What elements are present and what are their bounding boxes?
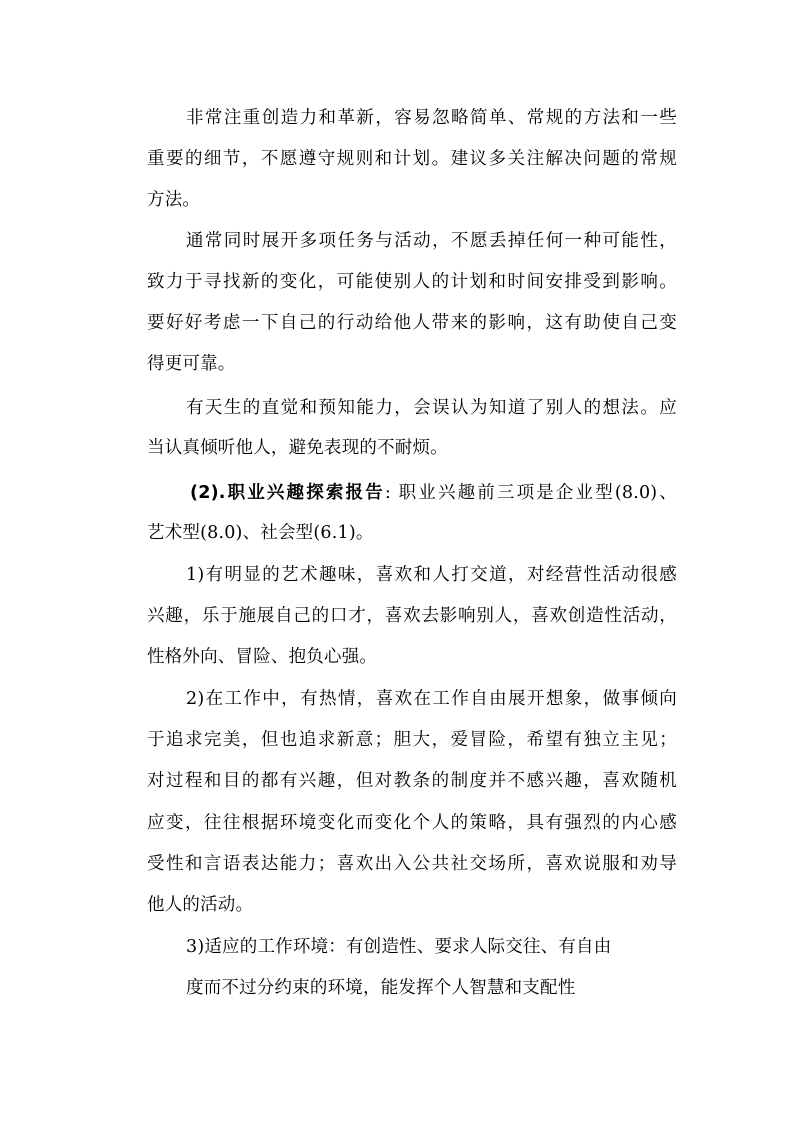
- paragraph-line: 致力于寻找新的变化，可能使别人的计划和时间安排受到影响。: [147, 272, 677, 292]
- section-heading-text: : 职业兴趣前三项是企业型(8.0)、: [384, 483, 677, 503]
- paragraph-line: 他人的活动。: [147, 895, 254, 915]
- paragraph-line: 对过程和目的都有兴趣，但对教条的制度并不感兴趣，喜欢随机: [147, 771, 677, 791]
- paragraph-line: 重要的细节，不愿遵守规则和计划。建议多关注解决问题的常规: [147, 149, 677, 169]
- paragraph-line: 方法。: [147, 190, 201, 210]
- paragraph-line: 艺术型(8.0)、社会型(6.1)。: [147, 523, 374, 543]
- paragraph-line: 1)有明显的艺术趣味，喜欢和人打交道，对经营性活动很感: [186, 565, 677, 585]
- paragraph-line: 通常同时展开多项任务与活动，不愿丢掉任何一种可能性，: [186, 231, 677, 251]
- paragraph-line: 度而不过分约束的环境，能发挥个人智慧和支配性: [186, 978, 576, 998]
- paragraph-line: 非常注重创造力和革新，容易忽略简单、常规的方法和一些: [186, 108, 677, 128]
- paragraph-line: 受性和言语表达能力；喜欢出入公共社交场所，喜欢说服和劝导: [147, 854, 677, 874]
- paragraph-line: 3)适应的工作环境：有创造性、要求人际交往、有自由: [186, 937, 612, 957]
- paragraph-line: 2)在工作中，有热情，喜欢在工作自由展开想象，做事倾向: [186, 689, 677, 709]
- paragraph-line: 当认真倾听他人，避免表现的不耐烦。: [147, 438, 448, 458]
- paragraph-line: 于追求完美，但也追求新意；胆大，爱冒险，希望有独立主见；: [147, 730, 677, 750]
- paragraph-line: 要好好考虑一下自己的行动给他人带来的影响，这有助使自己变: [147, 313, 677, 333]
- section-heading: (2).职业兴趣探索报告: [190, 483, 385, 503]
- section-heading-line: [190, 481, 677, 505]
- paragraph-line: 有天生的直觉和预知能力，会误认为知道了别人的想法。应: [186, 398, 677, 418]
- paragraph-line: 应变，往往根据环境变化而变化个人的策略，具有强烈的内心感: [147, 813, 677, 833]
- paragraph-line: 得更可靠。: [147, 354, 236, 374]
- paragraph-line: 兴趣，乐于施展自己的口才，喜欢去影响别人，喜欢创造性活动，: [147, 606, 677, 626]
- paragraph-line: 性格外向、冒险、抱负心强。: [147, 647, 378, 667]
